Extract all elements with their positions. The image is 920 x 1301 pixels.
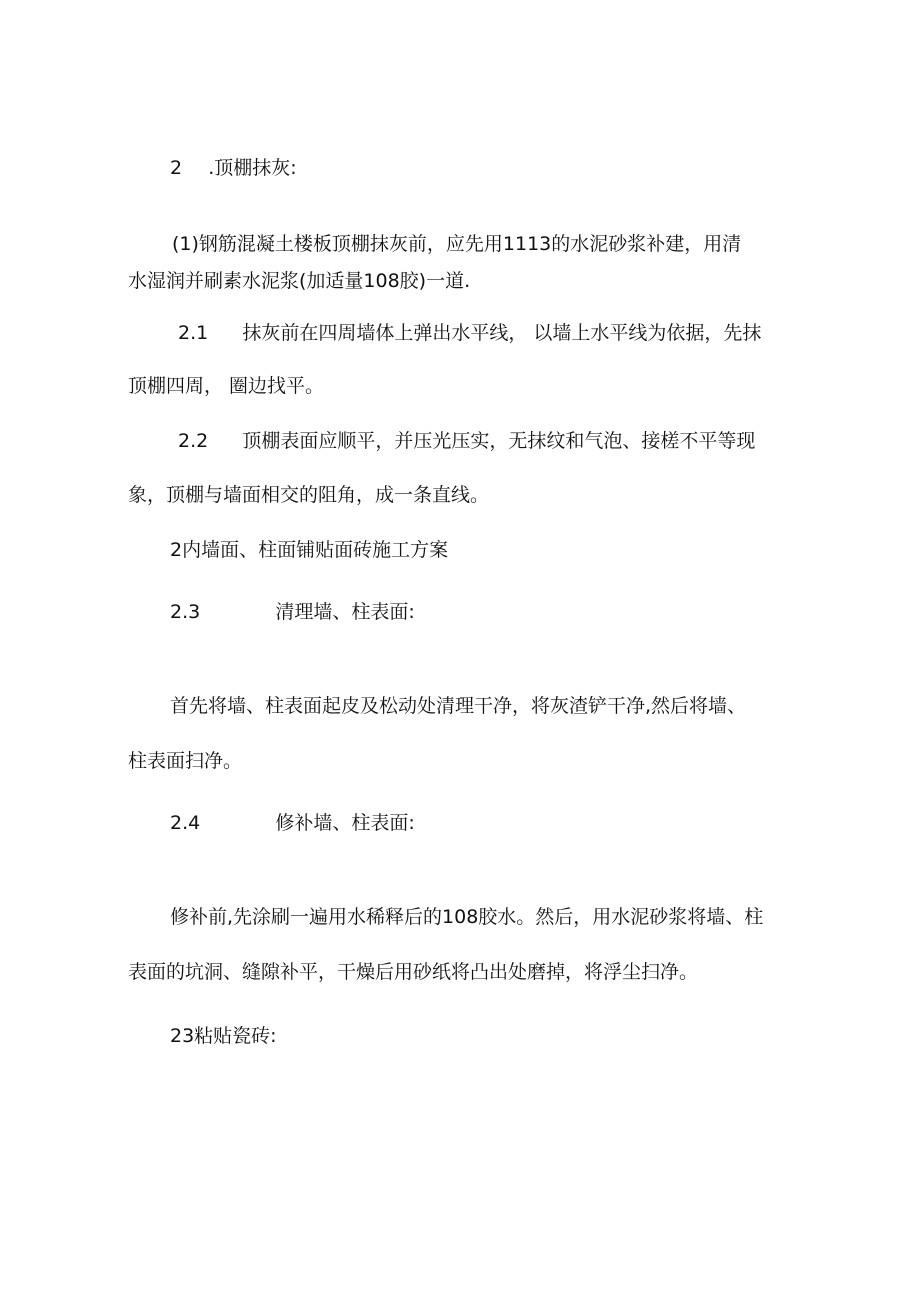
item-2-2-line-1: [178, 429, 755, 453]
para-2-4-line-1: 修补前,先涂刷一遍用水稀释后的108胶水。然后，用水泥砂浆将墙、柱: [170, 906, 764, 928]
heading-ceiling-plaster: [170, 156, 297, 180]
item-2-4-number: 2.4: [170, 812, 201, 834]
heading-number: 2: [170, 157, 183, 179]
para-2-4-line-2: 表面的坑洞、缝隙补平，干燥后用砂纸将凸出处磨掉，将浮尘扫净。: [128, 961, 699, 983]
item-2-3-title: 清理墙、柱表面:: [275, 601, 415, 623]
para-1-line-2: 水湿润并刷素水泥浆(加适量108胶)一道.: [128, 270, 471, 292]
item-2-1-number: 2.1: [178, 322, 209, 344]
item-23-heading: 23粘贴瓷砖:: [170, 1025, 277, 1047]
item-2-3-number: 2.3: [170, 601, 201, 623]
item-2-1-line-1: [178, 321, 761, 345]
item-2-2-line-2: 象，顶棚与墙面相交的阻角，成一条直线。: [128, 484, 490, 506]
para-1-line-1: (1)钢筋混凝土楼板顶棚抹灰前，应先用1113的水泥砂浆补建，用清: [172, 233, 742, 255]
item-2-3-heading: [170, 600, 415, 624]
item-2-1-text: 抹灰前在四周墙体上弹出水平线， 以墙上水平线为依据，先抹: [242, 322, 762, 344]
para-2-3-line-2: 柱表面扫净。: [128, 750, 243, 772]
item-2-2-number: 2.2: [178, 430, 209, 452]
item-2-4-title: 修补墙、柱表面:: [275, 812, 415, 834]
item-2-4-heading: [170, 811, 415, 835]
item-2-2-text: 顶棚表面应顺平，并压光压实，无抹纹和气泡、接槎不平等现: [242, 430, 756, 452]
para-2-3-line-1: 首先将墙、柱表面起皮及松动处清理干净，将灰渣铲干净,然后将墙、: [170, 695, 747, 717]
item-2-1-line-2: 顶棚四周， 圈边找平。: [128, 375, 325, 397]
heading-title: .顶棚抹灰:: [208, 157, 297, 179]
section-heading: 2内墙面、柱面铺贴面砖施工方案: [170, 539, 449, 561]
